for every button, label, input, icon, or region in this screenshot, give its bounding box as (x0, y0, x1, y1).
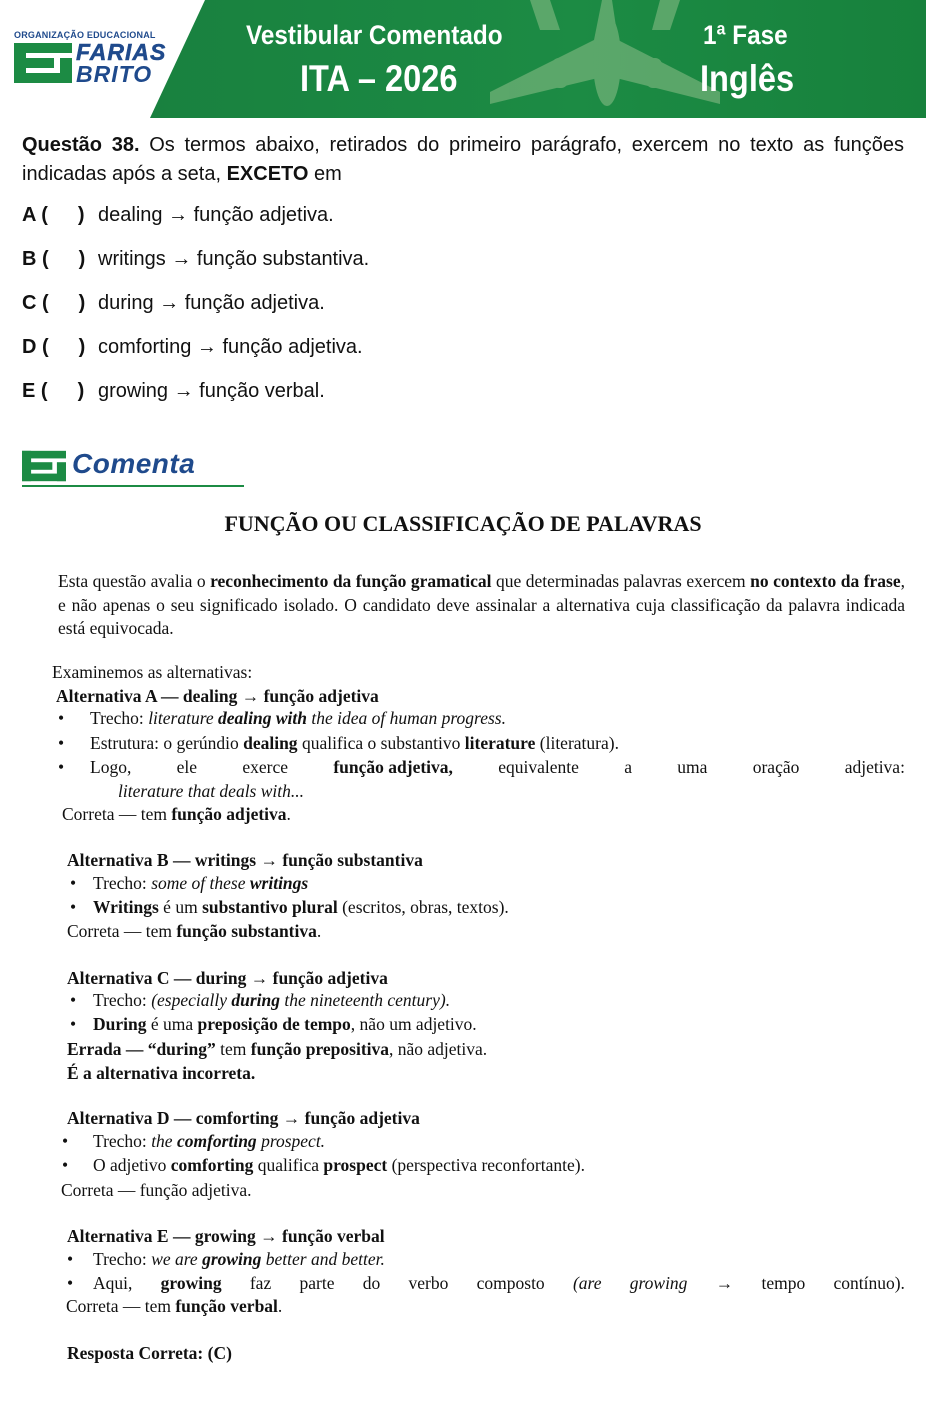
option-text: dealing → função adjetiva. (98, 204, 334, 226)
bullet-icon: • (70, 1014, 77, 1034)
bullet-word: parte (299, 1273, 335, 1293)
bullet-text: qualifica (253, 1155, 324, 1175)
verdict-bold: função substantiva (176, 921, 317, 941)
alt-b-verdict (67, 920, 321, 943)
bullet-bold: Writings (93, 897, 159, 917)
option-c[interactable] (22, 292, 325, 315)
bullet-label: Trecho: (93, 990, 152, 1010)
examine-line: Examinemos as alternativas: (52, 662, 253, 682)
bullet-icon: • (70, 990, 77, 1010)
bullet-icon: • (62, 1155, 69, 1175)
bullet-italic-word: growing (629, 1273, 688, 1293)
bullet-icon: • (70, 897, 77, 917)
verdict-text: tem (215, 1039, 251, 1059)
option-text: during → função adjetiva. (98, 292, 325, 314)
alt-c-verdict (67, 1038, 487, 1061)
bullet-bold: comforting (170, 1155, 254, 1175)
comenta-underline (22, 485, 244, 487)
bullet-word: ele (176, 757, 198, 777)
logo-farias: FARIAS (76, 39, 167, 65)
intro-text: Esta questão avalia o (58, 571, 211, 591)
bullet-icon: • (58, 757, 65, 777)
bullet-text: (literatura). (535, 733, 619, 753)
bullet-label: Trecho: (93, 873, 152, 893)
question-text: Os termos abaixo, retirados do primeiro parágrafo, exercem no texto as funções indicadas após a seta, (22, 134, 904, 185)
header-exam: ITA – 2026 (300, 58, 458, 99)
bullet-text: é uma (146, 1014, 198, 1034)
verdict-text: Correta — tem (67, 921, 177, 941)
option-letter: A ( (22, 204, 48, 226)
option-paren: ) (77, 204, 85, 226)
bullet-word: composto (476, 1273, 545, 1293)
farias-brito-logo (14, 30, 189, 90)
bullet-word: verbo (408, 1273, 449, 1293)
alt-d-verdict: Correta — função adjetiva. (61, 1180, 252, 1200)
bullet-word: faz (249, 1273, 272, 1293)
answer-line: Resposta Correta: (C) (67, 1343, 232, 1363)
bullet-text: O adjetivo (93, 1155, 171, 1175)
verdict-bold: função prepositiva (250, 1039, 390, 1059)
bullet-bold: substantivo plural (202, 897, 338, 917)
quote-italic: the nineteenth century). (280, 990, 451, 1010)
alt-d-heading: Alternativa D — comforting → função adjetiva (67, 1108, 420, 1128)
quote-italic: literature (148, 708, 219, 728)
intro-text: que determinadas palavras exercem (491, 571, 751, 591)
bullet-bold-word: função adjetiva, (333, 757, 453, 777)
airplane-icon (490, 0, 720, 118)
bullet-label: Trecho: (90, 708, 149, 728)
alt-a-heading: Alternativa A — dealing → função adjetiva (56, 686, 379, 706)
option-b[interactable] (22, 248, 369, 271)
quote-italic: prospect. (256, 1131, 326, 1151)
bullet-word: contínuo). (833, 1273, 905, 1293)
question-keyword: EXCETO (226, 163, 309, 185)
bullet-word: oração (752, 757, 800, 777)
bullet-text: é um (158, 897, 203, 917)
bullet-bold: During (93, 1014, 147, 1034)
option-paren: ) (78, 336, 86, 358)
bullet-word: adjetiva: (844, 757, 905, 777)
bullet-text: qualifica o substantivo (297, 733, 465, 753)
bullet-bold: dealing (243, 733, 298, 753)
verdict-end: . (316, 921, 322, 941)
verdict-text: Correta — tem (66, 1296, 176, 1316)
header-title: Vestibular Comentado (246, 20, 503, 50)
bullet-word: do (362, 1273, 381, 1293)
comenta-logo (22, 450, 244, 488)
bullet-bold: literature (464, 733, 536, 753)
bullet-bold: prospect (323, 1155, 388, 1175)
option-paren: ) (77, 380, 85, 402)
bullet-word: tempo (761, 1273, 806, 1293)
option-letter: B ( (22, 248, 49, 270)
question-label: Questão 38. (22, 134, 140, 156)
quote-bold-italic: comforting (176, 1131, 257, 1151)
question-text-end: em (314, 163, 342, 185)
quote-italic: the (151, 1131, 177, 1151)
intro-text: , e não apenas o seu significado isolado. O candidato deve assinalar a alternativa cuja classificação da palavra indicada está equivocada. (58, 571, 905, 638)
option-letter: C ( (22, 292, 49, 314)
bullet-label: Trecho: (93, 1131, 152, 1151)
alt-e-heading: Alternativa E — growing → função verbal (67, 1226, 385, 1246)
verdict-text: , não adjetiva. (389, 1039, 488, 1059)
quote-italic: we are (151, 1249, 203, 1269)
option-d[interactable] (22, 336, 363, 359)
quote-italic: better and better. (261, 1249, 385, 1269)
question-statement (22, 131, 904, 189)
intro-bold: no contexto da frase (750, 571, 901, 591)
quote-italic: the idea of human progress. (307, 708, 506, 728)
option-text: growing → função verbal. (98, 380, 325, 402)
alt-b-heading: Alternativa B — writings → função substantiva (67, 850, 423, 870)
verdict-end: . (277, 1296, 283, 1316)
header-banner (0, 0, 926, 118)
bullet-text: , não um adjetivo. (350, 1014, 477, 1034)
bullet-bold: preposição de tempo (197, 1014, 351, 1034)
bullet-text: (perspectiva reconfortante). (387, 1155, 585, 1175)
option-e[interactable] (22, 380, 325, 403)
comenta-label: Comenta (72, 448, 196, 479)
verdict-text: Correta — tem (62, 804, 172, 824)
quote-bold-italic: writings (249, 873, 309, 893)
verdict-bold: função verbal (175, 1296, 278, 1316)
bullet-word: Aqui, (93, 1273, 133, 1293)
bullet-italic-word: (are (572, 1273, 602, 1293)
header-subject: Inglês (700, 58, 795, 99)
verdict-bold: Errada — “during” (67, 1039, 216, 1059)
option-letter: D ( (22, 336, 49, 358)
bullet-text: (escritos, obras, textos). (337, 897, 509, 917)
bullet-word: a (624, 757, 632, 777)
intro-bold: reconhecimento da função gramatical (210, 571, 492, 591)
option-paren: ) (78, 292, 86, 314)
quote-italic: (especially (151, 990, 232, 1010)
logo-org-line: ORGANIZAÇÃO EDUCACIONAL (14, 30, 156, 40)
bullet-bold-word: growing (160, 1273, 222, 1293)
quote-bold-italic: growing (202, 1249, 262, 1269)
bullet-icon: • (62, 1131, 69, 1151)
header-phase: 1ª Fase (703, 20, 788, 50)
bullet-icon: • (67, 1249, 74, 1269)
option-text: comforting → função adjetiva. (98, 336, 363, 358)
bullet-word: Logo, (90, 757, 132, 777)
alt-a-verdict (62, 803, 291, 826)
bullet-word: exerce (242, 757, 289, 777)
bullet-icon: • (58, 708, 65, 728)
logo-brito: BRITO (76, 61, 153, 87)
commentary-intro (58, 570, 905, 641)
fb-logo-icon (14, 43, 72, 83)
bullet-text: Estrutura: o gerúndio (90, 733, 244, 753)
verdict-bold: função adjetiva (171, 804, 287, 824)
arrow-icon: → (715, 1273, 734, 1293)
option-letter: E ( (22, 380, 48, 402)
quote-bold-italic: dealing with (218, 708, 308, 728)
quote-bold-italic: during (231, 990, 280, 1010)
alt-c-heading: Alternativa C — during → função adjetiva (67, 968, 388, 988)
alt-e-verdict (66, 1295, 282, 1318)
quote-italic: some of these (151, 873, 250, 893)
commentary-title: FUNÇÃO OU CLASSIFICAÇÃO DE PALAVRAS (224, 511, 702, 536)
bullet-icon: • (70, 873, 77, 893)
verdict-end: . (286, 804, 291, 824)
bullet-icon: • (58, 733, 65, 753)
alt-c-conclusion: É a alternativa incorreta. (67, 1063, 256, 1083)
bullet-label: Trecho: (93, 1249, 152, 1269)
fb-small-logo-icon (22, 450, 66, 482)
option-a[interactable] (22, 204, 334, 227)
bullet-word: uma (677, 757, 708, 777)
bullet-continuation: literature that deals with... (118, 781, 305, 801)
option-text: writings → função substantiva. (98, 248, 370, 270)
option-paren: ) (78, 248, 86, 270)
bullet-icon: • (67, 1273, 74, 1293)
bullet-word: equivalente (498, 757, 579, 777)
